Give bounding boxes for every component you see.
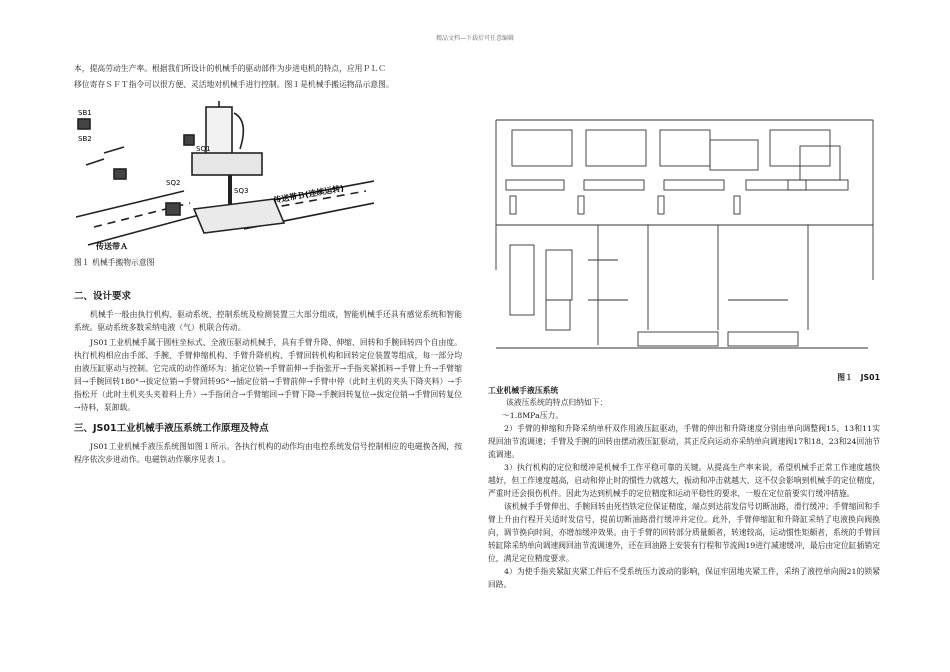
manipulator-drawing <box>74 99 374 251</box>
right-column <box>488 372 880 591</box>
belt-b-label: 传送带Ｂ(连续运转) <box>272 184 345 206</box>
sb2-label: SB2 <box>78 135 92 144</box>
belt-a-label: 传送带Ａ <box>96 242 128 252</box>
section-2-title: 二、设计要求 <box>74 291 132 303</box>
page-header: 精品文档---下载后可任意编辑 <box>435 35 515 42</box>
figure-1-manipulator-sketch <box>74 99 462 251</box>
features-intro: 该液压系统的特点归纳如下： <box>506 398 608 407</box>
feature-4: 4）为使手指夹紧缸夹紧工件后不受系统压力波动的影响，保证牢固地夹紧工件，采纳了液控单向阀21的锁紧回路。 <box>488 567 880 589</box>
intro-line-2: 移位寄存ＳＦＴ指令可以很方便、灵活地对机械手进行控制。图１是机械手搬运物品示意图。 <box>74 80 394 90</box>
section-2-paragraph-1: 机械手一般由执行机构、驱动系统、控制系统及检测装置三大部分组成，智能机械手还具有感觉系统和智能系统。驱动系统多数采纳电液（气）机联合传动。 <box>74 310 462 333</box>
hydraulic-diagram <box>488 100 880 370</box>
sq2-label: SQ2 <box>166 179 181 188</box>
figure-1-caption: 图１ 机械手搬物示意图 <box>74 258 155 268</box>
sq1-label: SQ1 <box>196 145 211 154</box>
figure-hydraulic-schematic <box>488 100 880 370</box>
feature-3b: 该机械手手臂伸出、手腕回转由死挡铁定位保证精度，端点到达前发信号切断油路，滑行缓冲；手臂缩回和手臂上升由行程开关适时发信号，提前切断油路滑行缓冲并定位。此外，手臂伸缩缸和升降缸采纳了电液换向阀换向，调节换向时间，亦增加缓冲效果。由于手臂的回转部分质量颇者，转速较高，运动惯性矩颇者，系统的手臂回转缸除采纳单向调速阀回油节流调速外，还在回油路上安装有行程和节流阀19进行减速缓冲，最后由定位缸插销定位，满足定位精度要求。 <box>488 502 880 563</box>
sb1-label: SB1 <box>78 109 92 118</box>
sq3-label: SQ3 <box>234 187 249 196</box>
feature-2: 2）手臂的伸缩和升降采纳单杆双作用液压缸驱动，手臂的伸出和升降速度分别由单向调整阀15、13和11实现回油节流调速；手臂及手腕的回转由摆动液压缸驱动，其正反向运动亦采纳单向调速阀17和18、23和24回油节流调速。 <box>488 424 880 459</box>
section-3-paragraph-1: JS01工业机械手液压系统图如图１所示。各执行机构的动作均由电控系统发信号控制相应的电磁换各阀，按程序依次步进动作。电磁铁动作顺序见表１。 <box>74 442 462 465</box>
feature-3: 3）执行机构的定位和缓冲是机械手工作平稳可靠的关键。从提高生产率来说，希望机械手正常工作速度越快越好，但工作速度越高，启动和停止时的惯性力就越大，振动和冲击就越大，这不仅会影响到机械手的定位精度，严重时还会损伤机件。因此为达到机械手的定位精度和运动平稳性的要求，一般在定位前要实行缓冲措施。 <box>488 463 880 498</box>
figure-caption-tail: 图１ JS01 <box>837 373 880 382</box>
section-2-paragraph-2: JS01工业机械手属于圆柱坐标式、全液压驱动机械手，具有手臂升降、伸缩、回转和手腕回转四个自由度。执行机构相应由手部、手腕、手臂伸缩机构、手臂升降机构、手臂回转机构和回转定位装置等组成，每一部分均由液压缸驱动与控制。它完成的动作循环为：插定位销→手臂前伸→手指张开→手指夹紧抓料→手臂上升→手臂缩回→手腕回转180°→拔定位销→手臂回转95°→插定位销→手臂前伸→手臂中停（此时主机的夹头下降夹料）→手指松开（此时主机夹头夹着料上升）→手指闭合→手臂缩回→手臂下降→手腕回转复位→拔定位销→手臂回转复位→待料，泵卸载。 <box>74 338 462 413</box>
left-column <box>74 62 462 466</box>
section-3-title: 三、JS01工业机械手液压系统工作原理及特点 <box>74 423 269 435</box>
feature-1-tail: ～1.8MPa压力。 <box>502 411 564 420</box>
figure-caption-head: 工业机械手液压系统 <box>488 386 559 395</box>
intro-line-1: 本，提高劳动生产率。根据我们所设计的机械手的驱动部件为步进电机的特点，应用ＰＬＣ <box>74 64 386 73</box>
